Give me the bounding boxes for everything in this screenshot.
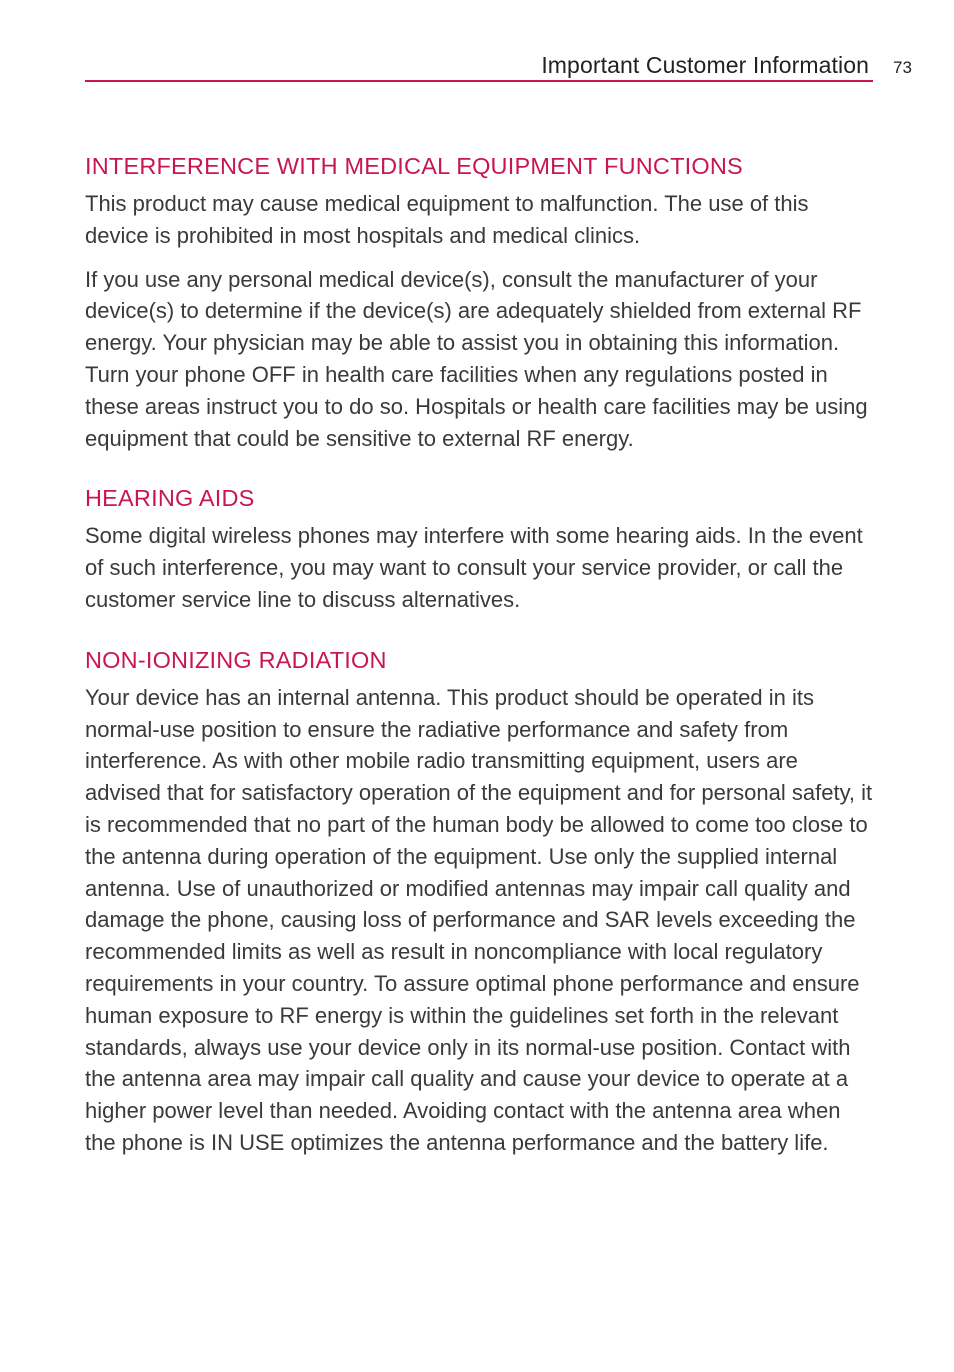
paragraph: This product may cause medical equipment to malfunction. The use of this device is prohibited in most hospitals and medical clinics. [85, 191, 809, 248]
section-hearing-aids [85, 482, 875, 615]
header-divider [85, 80, 873, 82]
page-header [85, 48, 873, 84]
paragraph: If you use any personal medical device(s), consult the manufacturer of your device(s) to determine if the device(s) are adequately shielded from external RF energy. Your physician may be able to assist you in obtaining this information. Turn your phone OFF in health care facilities when any regulations posted in these areas instruct you to do so. Hospitals or health care facilities may be using equipment that could be sensitive to external RF energy. [85, 266, 868, 451]
section-heading: NON-IONIZING RADIATION [85, 646, 387, 673]
section-heading: INTERFERENCE WITH MEDICAL EQUIPMENT FUNCTIONS [85, 153, 743, 179]
header-title: Important Customer Information [541, 52, 869, 78]
section-heading: HEARING AIDS [85, 485, 255, 512]
page-number: 73 [893, 58, 912, 77]
paragraph: Your device has an internal antenna. This product should be operated in its normal-use position to ensure the radiative performance and safety from interference. As with other mobile radio transmitting equipment, users are advised that for satisfactory operation of the equipment and for personal safety, it is recommended that no part of the human body be allowed to come too close to the antenna during operation of the equipment. Use only the supplied internal antenna. Use of unauthorized or modified antennas may impair call quality and damage the phone, causing loss of performance and SAR levels exceeding the recommended limits as well as result in noncompliance with local regulatory requirements in your country. To assure optimal phone performance and ensure human exposure to RF energy is within the guidelines set forth in the relevant standards, always use your device only in its normal-use position. Contact with the antenna area may impair call quality and cause your device to operate at a higher power level than needed. Avoiding contact with the antenna area when the phone is IN USE optimizes the antenna performance and the battery life. [85, 684, 873, 1155]
page-content [85, 150, 875, 1159]
paragraph: Some digital wireless phones may interfere with some hearing aids. In the event of such interference, you may want to consult your service provider, or call the customer service line to discuss alternatives. [85, 523, 863, 612]
section-non-ionizing-radiation [85, 644, 875, 1159]
section-medical-equipment [85, 150, 875, 454]
